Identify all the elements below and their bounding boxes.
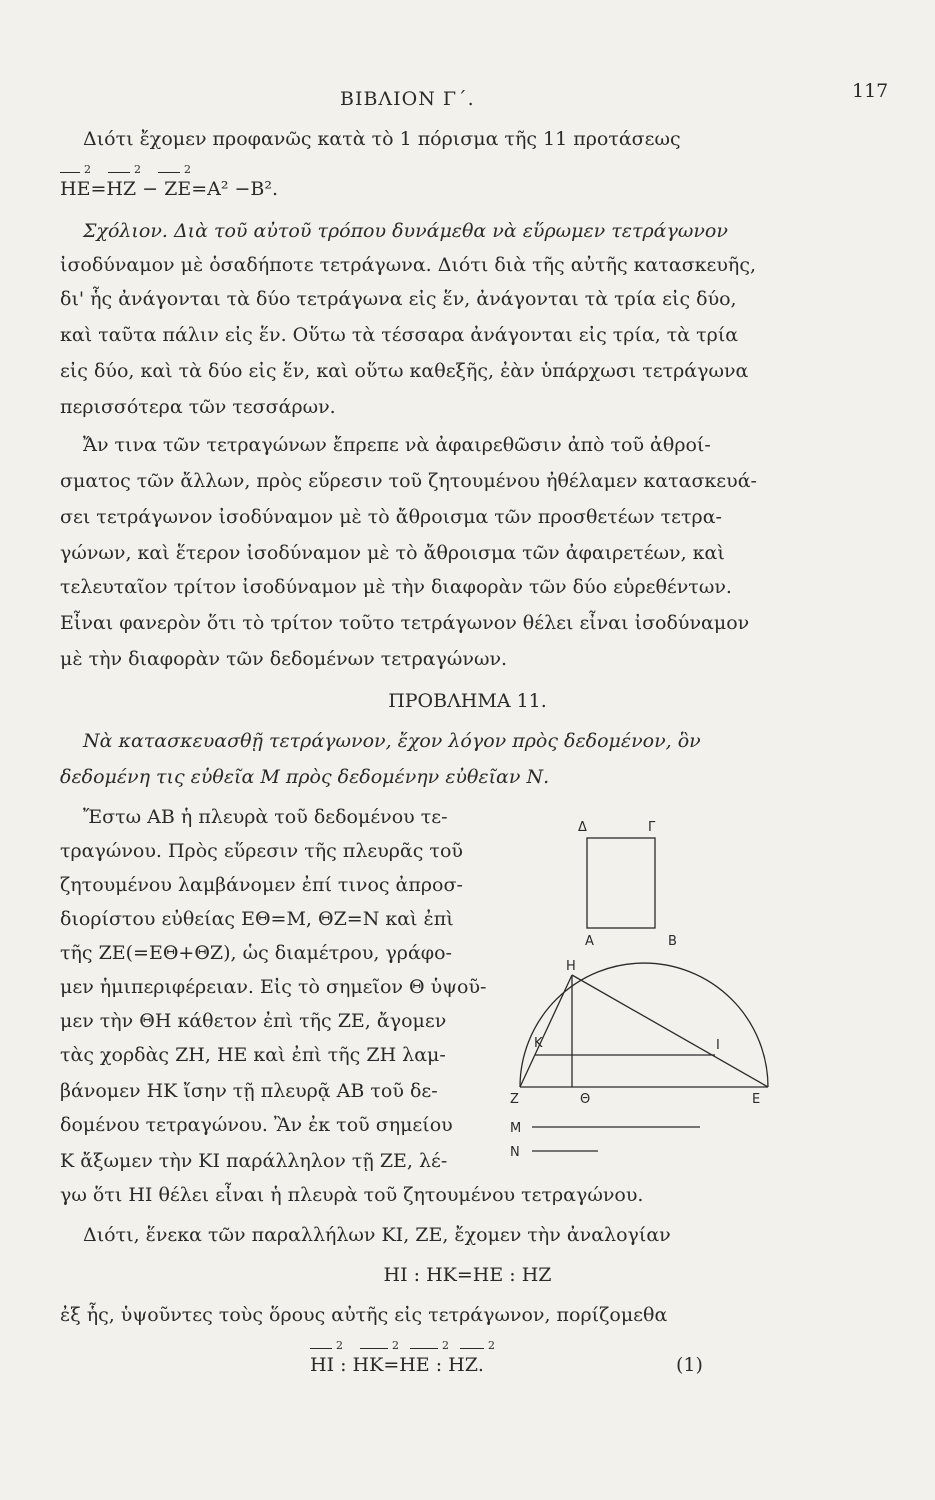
chord-ZH: [520, 975, 572, 1087]
text-line: περισσότερα τῶν τεσσάρων.: [60, 396, 336, 418]
overline: [158, 172, 180, 173]
label-iota: Ι: [716, 1038, 720, 1053]
label-mu: Μ: [510, 1121, 522, 1136]
formula: ΗΕ=ΗΖ − ΖΕ=Α² −Β².: [60, 178, 279, 200]
superscript: 2: [336, 1339, 343, 1352]
equation-number: (1): [676, 1354, 703, 1376]
overline: [60, 172, 80, 173]
text-line: Ἄν τινα τῶν τετραγώνων ἔπρεπε νὰ ἀφαιρεθῶσιν ἀπὸ τοῦ ἀθροί-: [83, 434, 711, 456]
label-epsilon: Ε: [752, 1092, 761, 1107]
text-line: μεν τὴν ΘΗ κάθετον ἐπὶ τῆς ΖΕ, ἄγομεν: [60, 1010, 447, 1032]
label-nu: Ν: [510, 1145, 520, 1160]
text-line: δομένου τετραγώνου. Ἂν ἐκ τοῦ σημείου: [60, 1114, 453, 1136]
given-square: [587, 838, 655, 928]
page-number: 117: [852, 80, 889, 102]
text-line: δι' ἧς ἀνάγονται τὰ δύο τετράγωνα εἰς ἕν, ἀνάγονται τὰ τρία εἰς δύο,: [60, 288, 737, 310]
formula: ΗΙ : ΗΚ=ΗΕ : ΗΖ: [383, 1264, 552, 1286]
text-line: Κ ἄξωμεν τὴν ΚΙ παράλληλον τῇ ΖΕ, λέ-: [60, 1150, 448, 1172]
text-line: τὰς χορδὰς ΖΗ, ΗΕ καὶ ἐπὶ τῆς ΖΗ λαμ-: [60, 1044, 446, 1066]
overline: [460, 1348, 484, 1349]
label-zeta: Ζ: [510, 1092, 519, 1107]
superscript: 2: [392, 1339, 399, 1352]
superscript: 2: [84, 163, 91, 176]
geometry-figure: [500, 815, 790, 1160]
text-line: τελευταῖον τρίτον ἰσοδύναμον μὲ τὴν διαφορὰν τῶν δύο εὑρεθέντων.: [60, 576, 732, 598]
superscript: 2: [488, 1339, 495, 1352]
overline: [310, 1348, 332, 1349]
label-delta: Δ: [578, 820, 587, 835]
superscript: 2: [134, 163, 141, 176]
problem-statement: δεδομένη τις εὐθεῖα Μ πρὸς δεδομένην εὐθεῖαν Ν.: [60, 766, 550, 788]
problem-heading: ΠΡΟΒΛΗΜΑ 11.: [388, 690, 547, 712]
text-line: Εἶναι φανερὸν ὅτι τὸ τρίτον τοῦτο τετράγωνον θέλει εἶναι ἰσοδύναμον: [60, 612, 750, 634]
text-line: εἰς δύο, καὶ τὰ δύο εἰς ἕν, καὶ οὕτω καθεξῆς, ἐὰν ὑπάρχωσι τετράγωνα: [60, 360, 749, 382]
text-line: τῆς ΖΕ(=ΕΘ+ΘΖ), ὡς διαμέτρου, γράφο-: [60, 942, 452, 964]
semicircle-arc: [520, 963, 768, 1087]
text-line: Διότι, ἕνεκα τῶν παραλλήλων ΚΙ, ΖΕ, ἔχομεν τὴν ἀναλογίαν: [83, 1224, 671, 1246]
problem-statement: Νὰ κατασκευασθῇ τετράγωνον, ἔχον λόγον πρὸς δεδομένον, ὃν: [83, 730, 701, 752]
label-eta: Η: [566, 959, 576, 974]
superscript: 2: [442, 1339, 449, 1352]
label-gamma: Γ: [648, 820, 656, 835]
text-line: γώνων, καὶ ἕτερον ἰσοδύναμον μὲ τὸ ἄθροισμα τῶν ἀφαιρετέων, καὶ: [60, 542, 725, 564]
text-line: διορίστου εὐθείας ΕΘ=Μ, ΘΖ=Ν καὶ ἐπὶ: [60, 908, 454, 930]
label-alpha: Α: [585, 934, 594, 949]
text-line: μὲ τὴν διαφορὰν τῶν δεδομένων τετραγώνων.: [60, 648, 508, 670]
formula: ΗΙ : ΗΚ=ΗΕ : ΗΖ.: [310, 1354, 484, 1376]
running-header: ΒΙΒΛΙΟΝ Γ΄.: [340, 88, 475, 110]
text-line: Διότι ἔχομεν προφανῶς κατὰ τὸ 1 πόρισμα τῆς 11 προτάσεως: [83, 128, 681, 150]
text-line: Ἔστω ΑΒ ἡ πλευρὰ τοῦ δεδομένου τε-: [83, 806, 448, 828]
overline: [108, 172, 130, 173]
text-line: βάνομεν ΗΚ ἴσην τῇ πλευρᾷ ΑΒ τοῦ δε-: [60, 1080, 438, 1102]
text-line: ἐξ ἧς, ὑψοῦντες τοὺς ὅρους αὐτῆς εἰς τετράγωνον, πορίζομεθα: [60, 1304, 668, 1326]
text-line: τραγώνου. Πρὸς εὕρεσιν τῆς πλευρᾶς τοῦ: [60, 840, 463, 862]
text-line: ζητουμένου λαμβάνομεν ἐπί τινος ἀπροσ-: [60, 874, 463, 896]
label-kappa: Κ: [534, 1036, 543, 1051]
chord-HE: [572, 975, 768, 1087]
superscript: 2: [184, 163, 191, 176]
text-line: ἰσοδύναμον μὲ ὁσαδήποτε τετράγωνα. Διότι διὰ τῆς αὐτῆς κατασκευῆς,: [60, 254, 756, 276]
text-line: καὶ ταῦτα πάλιν εἰς ἕν. Οὕτω τὰ τέσσαρα ἀνάγονται εἰς τρία, τὰ τρία: [60, 324, 739, 346]
overline: [360, 1348, 388, 1349]
label-theta: Θ: [580, 1092, 591, 1107]
text-line: γω ὅτι ΗΙ θέλει εἶναι ἡ πλευρὰ τοῦ ζητουμένου τετραγώνου.: [60, 1184, 644, 1206]
text-line: σει τετράγωνον ἰσοδύναμον μὲ τὸ ἄθροισμα τῶν προσθετέων τετρα-: [60, 506, 722, 528]
text-line: σματος τῶν ἄλλων, πρὸς εὕρεσιν τοῦ ζητουμένου ἠθέλαμεν κατασκευά-: [60, 470, 757, 492]
text-line: μεν ἡμιπεριφέρειαν. Εἰς τὸ σημεῖον Θ ὑψοῦ-: [60, 976, 487, 998]
text-line: Σχόλιον. Διὰ τοῦ αὐτοῦ τρόπου δυνάμεθα νὰ εὕρωμεν τετράγωνον: [83, 220, 728, 242]
label-beta: Β: [668, 934, 677, 949]
overline: [410, 1348, 438, 1349]
